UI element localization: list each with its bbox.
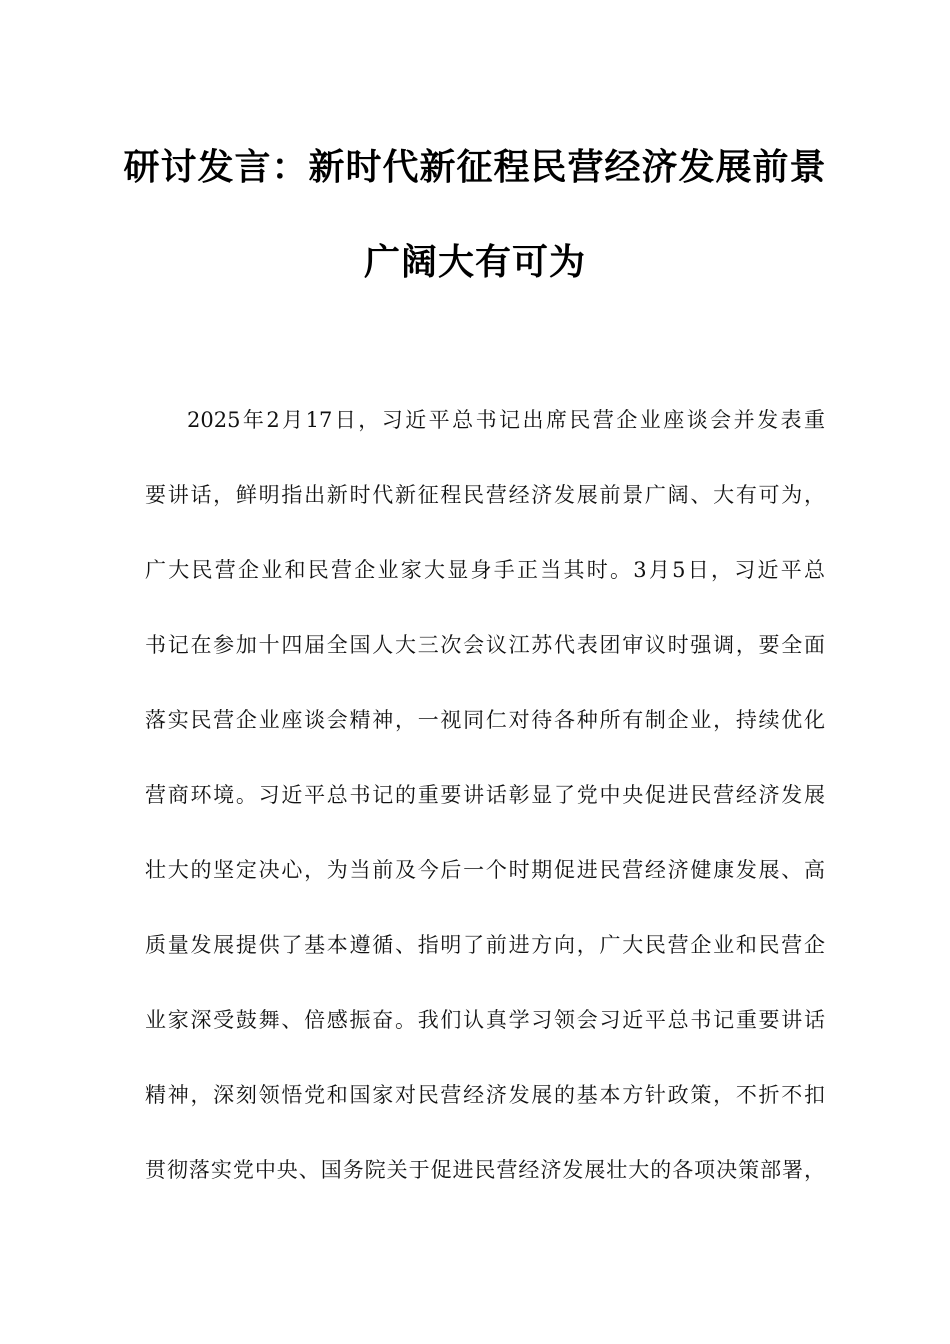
paragraph-line: 广大民营企业和民营企业家大显身手正当其时。3月5日，习近平总 (145, 558, 825, 582)
document-title-line-2: 广阔大有可为 (363, 242, 586, 283)
paragraph-line: 营商环境。习近平总书记的重要讲话彰显了党中央促进民营经济发展 (145, 783, 825, 807)
document-title-line-1: 研讨发言：新时代新征程民营经济发展前景 (123, 147, 827, 188)
paragraph-line: 壮大的坚定决心，为当前及今后一个时期促进民营经济健康发展、高 (145, 858, 825, 882)
paragraph-line: 精神，深刻领悟党和国家对民营经济发展的基本方针政策，不折不扣 (145, 1083, 825, 1107)
paragraph-line: 2025年2月17日，习近平总书记出席民营企业座谈会并发表重 (187, 408, 825, 432)
paragraph-line: 要讲话，鲜明指出新时代新征程民营经济发展前景广阔、大有可为， (145, 483, 825, 507)
paragraph-line: 贯彻落实党中央、国务院关于促进民营经济发展壮大的各项决策部署， (145, 1158, 825, 1182)
paragraph-line: 业家深受鼓舞、倍感振奋。我们认真学习领会习近平总书记重要讲话 (145, 1008, 825, 1032)
paragraph-line: 质量发展提供了基本遵循、指明了前进方向，广大民营企业和民营企 (145, 933, 825, 957)
paragraph-line: 书记在参加十四届全国人大三次会议江苏代表团审议时强调，要全面 (145, 633, 825, 657)
paragraph-line: 落实民营企业座谈会精神，一视同仁对待各种所有制企业，持续优化 (145, 708, 825, 732)
